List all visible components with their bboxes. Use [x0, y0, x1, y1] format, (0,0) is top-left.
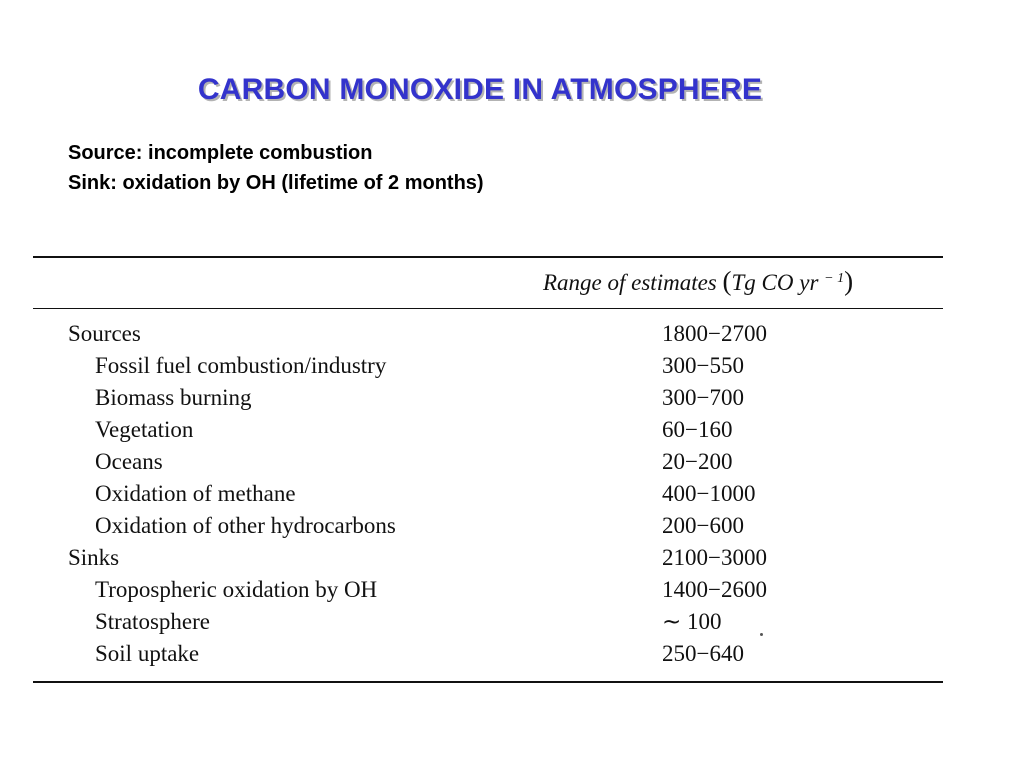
row-value: 2100−3000	[662, 545, 767, 570]
column-header-exponent: − 1	[824, 271, 845, 286]
row-value: 1800−2700	[662, 321, 767, 346]
row-label: Sources	[68, 321, 141, 346]
slide-title: CARBON MONOXIDE IN ATMOSPHERE	[197, 73, 763, 106]
row-label: Tropospheric oxidation by OH	[95, 577, 378, 602]
sink-line: Sink: oxidation by OH (lifetime of 2 months)	[68, 172, 484, 194]
row-value: 300−700	[662, 385, 744, 410]
column-header-close-paren: )	[844, 266, 854, 296]
row-label: Fossil fuel combustion/industry	[95, 353, 387, 378]
row-value: 400−1000	[662, 481, 756, 506]
row-value: 60−160	[662, 417, 733, 442]
table-top-rule	[33, 256, 943, 258]
table-row	[0, 510, 1024, 542]
row-label: Oceans	[95, 449, 163, 474]
row-label: Oxidation of methane	[95, 481, 296, 506]
table-row	[0, 606, 1024, 638]
table-row	[0, 542, 1024, 574]
row-label: Stratosphere	[95, 609, 210, 634]
table-row	[0, 318, 1024, 350]
column-header	[543, 266, 853, 297]
table-row	[0, 414, 1024, 446]
row-value: ∼ 100	[662, 609, 722, 634]
row-label: Sinks	[68, 545, 120, 570]
table-row	[0, 574, 1024, 606]
column-header-unit: Tg CO yr	[731, 270, 825, 295]
table-bottom-rule	[33, 681, 943, 683]
row-value: 250−640	[662, 641, 744, 666]
row-label: Vegetation	[95, 417, 194, 442]
table-row	[0, 638, 1024, 670]
row-value: 1400−2600	[662, 577, 767, 602]
column-header-text: Range of estimates	[543, 270, 723, 295]
row-label: Soil uptake	[95, 641, 200, 666]
row-label: Oxidation of other hydrocarbons	[95, 513, 396, 538]
scan-speck	[760, 633, 763, 636]
row-value: 300−550	[662, 353, 744, 378]
table-row	[0, 446, 1024, 478]
row-value: 200−600	[662, 513, 744, 538]
table-body	[0, 318, 1024, 670]
table-header-rule	[33, 308, 943, 309]
table-row	[0, 382, 1024, 414]
table-row	[0, 350, 1024, 382]
column-header-open-paren: (	[722, 266, 732, 296]
table-row	[0, 478, 1024, 510]
source-line: Source: incomplete combustion	[68, 142, 373, 164]
row-label: Biomass burning	[95, 385, 252, 410]
row-value: 20−200	[662, 449, 733, 474]
